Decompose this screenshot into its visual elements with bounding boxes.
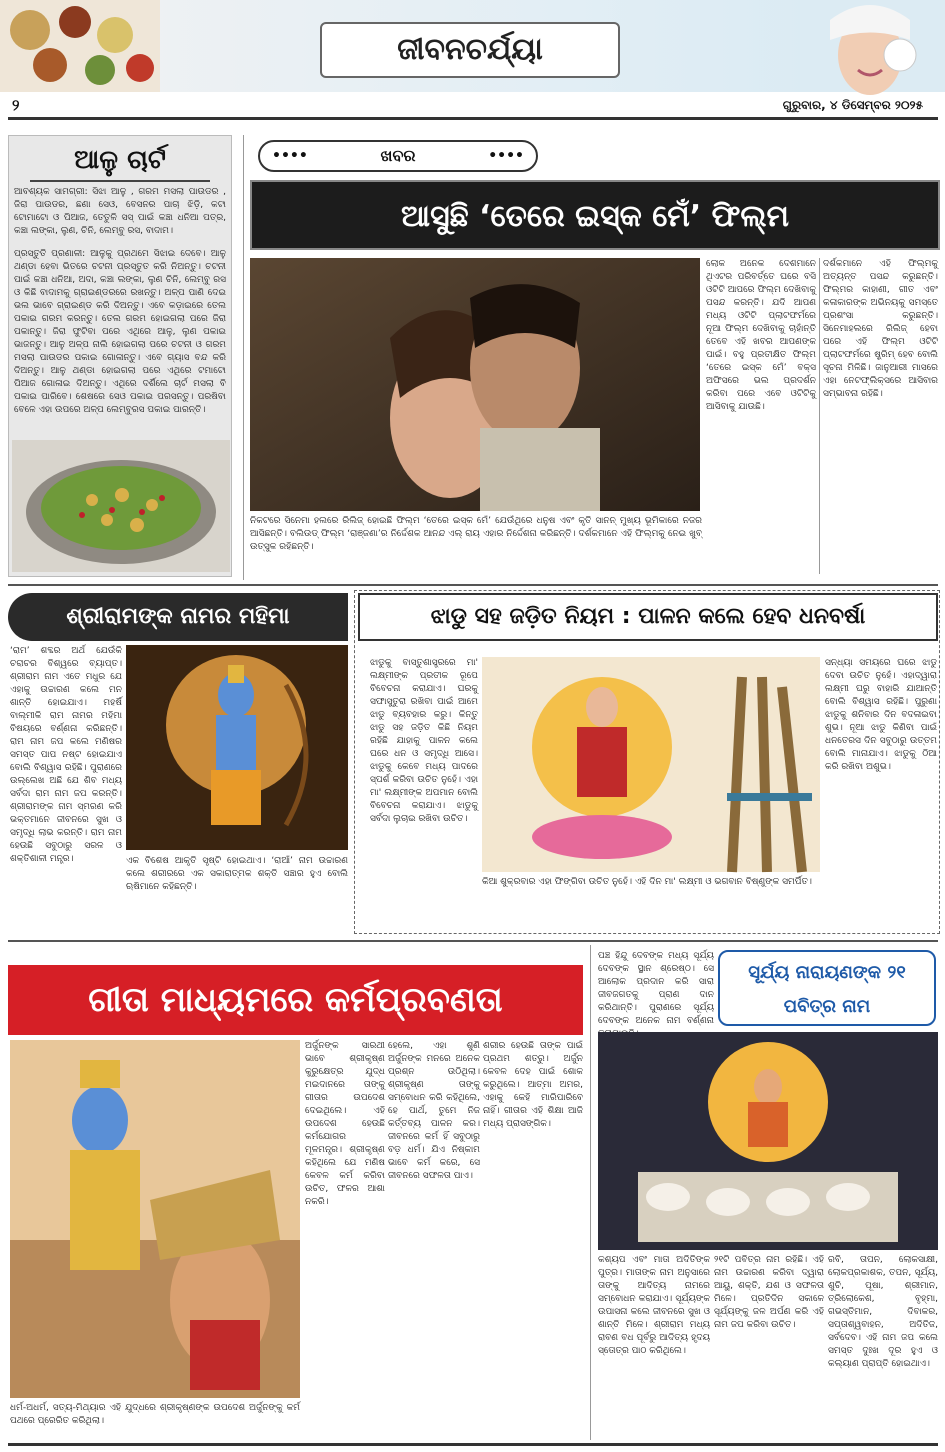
film-headline: ଆସୁଛି ‘ତେରେ ଇସ୍କ ମେଁ’ ଫିଲ୍ମ [250, 180, 940, 250]
gita-headline: ଗୀତା ମାଧ୍ୟମରେ କର୍ମପ୍ରବଣତା [8, 965, 583, 1035]
section-title: ଜୀବନଚର୍ଯ୍ୟା [320, 22, 620, 78]
surya-text-col2: ୨୧ଟି ପବିତ୍ର ନାମ ରହିଛି। ଏହି ନାମ ଉଚ୍ଚାରଣ କରିବା ଦ୍ୱାରା ଆୟୁ, ଶକ୍ତି, ଯଶ ଓ ସଫଳତା ମିଳେ। ପ୍ରତିଦିନ ସକାଳେ ସୂର୍ଯ୍ୟଙ୍କୁ ଜଳ ଅର୍ପଣ କରି ଏହି ନାମ ଜପ କରିବା ଉଚିତ। [714, 1255, 824, 1330]
broom-headline: ଝାଡୁ ସହ ଜଡ଼ିତ ନିୟମ : ପାଳନ କଲେ ହେବ ଧନବର୍ଷା [358, 593, 938, 641]
khabar-label: ଖବର [380, 146, 416, 165]
aloo-chaat-photo [12, 440, 230, 572]
footer-rule [8, 1443, 938, 1446]
broom-caption: କିଆ ଶୁକ୍ରବାର ଏହା ଫିଙ୍ଗିବା ଉଚିତ ନୁହେଁ। ଏହି ଦିନ ମା' ଲକ୍ଷ୍ମୀ ଓ ଭଗବାନ ବିଷ୍ଣୁଙ୍କ ସମର୍ପିତ। [482, 877, 812, 887]
lakshmi-broom-photo [482, 657, 820, 872]
gita-caption: ଧର୍ମ-ଅଧର୍ମ, ସତ୍ୟ-ମିଥ୍ୟାର ଏହି ଯୁଦ୍ଧରେ ଶ୍ରୀକୃଷ୍ଣଙ୍କ ଉପଦେଶ ଅର୍ଜୁନଙ୍କୁ କର୍ମ ପଥରେ ପ୍ରେରିତ କରିଥିଲା। [10, 1403, 300, 1426]
sriram-caption: ଏକ ବିଶେଷ ଆକୃତି ସୃଷ୍ଟି ହୋଇଥାଏ। ‘ରାଆଁ’ ନାମ ଉଚ୍ଚାରଣ କଲେ ଶରୀରରେ ଏକ ସକାରାତ୍ମକ ଶକ୍ତି ସଞ୍ଚାର ହୁଏ ବୋଲି ଋଷିମାନେ କହିଛନ୍ତି। [126, 856, 348, 892]
film-text-col2: ଦର୍ଶକମାନେ ଏହି ଫିଲ୍ମକୁ ଅତ୍ୟନ୍ତ ପସନ୍ଦ କରୁଛନ୍ତି। ଫିଲ୍ମର କାହାଣୀ, ଗୀତ ଏବଂ କଳାକାରଙ୍କ ଅଭିନୟକୁ ସମସ୍ତେ ପ୍ରଶଂସା କରୁଛନ୍ତି। ସିନେମାହଲରେ ରିଲିଜ୍ ହେବା ପରେ ଏହି ଫିଲ୍ମ ଓଟିଟି ପ୍ଲାଟଫର୍ମରେ ଷ୍ଟ୍ରିମ୍ ହେବ ବୋଲି ସୂଚନା ମିଳିଛି। ଜାନୁଆରୀ ମାସରେ ଏହା ନେଟଫ୍ଲିକ୍ସରେ ଆସିବାର ସମ୍ଭାବନା ରହିଛି। [823, 259, 938, 399]
header-rule [8, 117, 938, 120]
aloo-chaat-title: ଆଳୁ ଚାର୍ଟ [74, 145, 166, 175]
surya-text-col3: ରବି, ତାପନ, ଲୋକସାକ୍ଷୀ, ଲୋକପ୍ରକାଶକ, ତପନ, ସୂର୍ଯ୍ୟ, ଶୁଚି, ପୂଷା, ଶ୍ରୀମାନ, ତ୍ରିଲୋକେଶ, ବୃହ୍ମା, ଗଭସ୍ତିମାନ, ଦିବାକର, ସପ୍ତାଶ୍ୱବାହନ, ଅଦିତିଜ, ସର୍ବଦେବ। ଏହି ନାମ ଜପ କଲେ ସମସ୍ତ ଦୁଃଖ ଦୂର ହୁଏ ଓ କଲ୍ୟାଣ ପ୍ରାପ୍ତି ହୋଇଥାଏ। [828, 1255, 938, 1369]
broom-text-col2: ସନ୍ଧ୍ୟା ସମୟରେ ଘରେ ଝାଡୁ ଦେବା ଉଚିତ ନୁହେଁ। ଏହାଦ୍ୱାରା ଲକ୍ଷ୍ମୀ ଘରୁ ବାହାରି ଯାଆନ୍ତି ବୋଲି ବିଶ୍ୱାସ ରହିଛି। ପୁରୁଣା ଝାଡୁକୁ ଶନିବାର ଦିନ ବଦଳାଇବା ଶୁଭ। ନୂଆ ଝାଡୁ କିଣିବା ପାଇଁ ଧନତେରସ ଦିନ ସବୁଠାରୁ ଉତ୍ତମ ବୋଲି ମାନାଯାଏ। ଝାଡୁକୁ ଠିଆ କରି ରଖିବା ଅଶୁଭ। [825, 658, 937, 772]
section-divider [8, 940, 938, 942]
surya-chariot-photo [598, 1032, 938, 1250]
gita-text-col2: ହେଲେ, ଏହା ଶୁଣି ଅର୍ଜୁନଙ୍କ ମନରେ ଅନେକ ପ୍ରଶ୍ନ ଉଠିଥିଲା। ଶ୍ରୀକୃଷ୍ଣ ତାଙ୍କୁ ସମ୍ବୋଧନ କରି କହିଥିଲେ, ହେ ପାର୍ଥ, ତୁମେ ନିଜ କର୍ତ୍ତବ୍ୟ ପାଳନ କର। ଜୀବନରେ କର୍ମ ହିଁ ସବୁଠାରୁ ବଡ଼ ଧର୍ମ। ଯିଏ ନିଷ୍କାମ ଭାବେ କର୍ମ କରେ, ସେ ଜୀବନରେ ସଫଳତା ପାଏ। [388, 1041, 480, 1181]
edition-date: ଗୁରୁବାର, ୪ ଡିସେମ୍ବର ୨୦୨୫ [782, 98, 923, 112]
dotted-ornament-icon: •••• [488, 148, 524, 164]
aloo-title-underline [30, 180, 210, 182]
aloo-ingredients: ଆବଶ୍ୟକ ସାମଗ୍ରୀ: ସିଝା ଆଳୁ , ଗରମ ମସଲା ପାଉଡର , ଜିରା ପାଉଡର, ଛଣା ସେଓ, ବେସନର ପାଚା ଝିଡ଼ି, କଟା ଟୋମାଟୋ ଓ ପିଆଜ, ତେତୁଳି ସସ୍ ପାଇଁ କଞ୍ଚା ଧନିଆ ପତ୍ର, କଞ୍ଚା ଲଙ୍କା, ଲୁଣ, ଚିନି, ଲେମ୍ବୁ ରସ, ବାଦାମ। [14, 187, 226, 236]
krishna-arjuna-photo [10, 1040, 300, 1398]
aloo-method: ପ୍ରସ୍ତୁତି ପ୍ରଣାଳୀ: ଆଳୁକୁ ପ୍ରଥମେ ସିଝାଇ ଦେବେ। ଆଳୁ ଥଣ୍ଡା ହେବା ଭିତରେ ଚଟନୀ ପ୍ରସ୍ତୁତ କରି ନିଅନ୍ତୁ। ଚଟନୀ ପାଇଁ କଞ୍ଚା ଧନିଆ, ଅଦା, କଞ୍ଚା ଲଙ୍କା, ଲୁଣ ଚିନି, ଲେମ୍ବୁ ରସ ଓ କିଛି ବାଦାମକୁ ଗ୍ରାଇଣ୍ଡରରେ ରଖନ୍ତୁ। ଅଳ୍ପ ପାଣି ଦେଇ ଭଲ ଭାବେ ଗ୍ରାଇଣ୍ଡ କରି ଦିଅନ୍ତୁ। ଏବେ କଡ଼ାଇରେ ତେଲ ପକାଇ ଗରମ କରନ୍ତୁ। ତେଲ ଗରମ ହୋଇଗଲା ପରେ ଜିରା ପକାନ୍ତୁ। ଜିରା ଫୁଟିବା ପରେ ଏଥିରେ ଆଳୁ, ଲୁଣ ପକାଇ ଭାଜନ୍ତୁ। ଆଳୁ ଅଳ୍ପ ନାଲି ହୋଇଗଲା ପରେ ଚଟନୀ ଓ ଗରମ ମସଲା ପାଉଡର ପକାଇ ଗୋଳାନ୍ତୁ। ଏବେ ଗ୍ୟାସ ବନ୍ଦ କରି ଦିଅନ୍ତୁ। ଆଳୁ ଥଣ୍ଡା ହୋଇଗଲା ପରେ ଏଥିରେ ଟମାଟୋ ପିଆଜ ଗୋଳାଇ ଦିଅନ୍ତୁ। ଏଥିରେ ଦର୍ଶିଲେ ଚାର୍ଟ ମସଲା ବି ପକାଇ ପାରିବେ। ଶେଷରେ ସେଓ ପକାଇ ପରସନ୍ତୁ। ପରଷିବା ବେଳେ ଏହା ଉପରେ ଅଳ୍ପ ଲେମ୍ବୁରସ ପକାଇ ପାରନ୍ତି। [14, 249, 226, 415]
spices-photo [0, 0, 160, 92]
sriram-body: ‘ରାମ’ ଶବ୍ଦର ଅର୍ଥ ଯେଉଁକି ଚରାଚର ବିଶ୍ୱରେ ବ୍ୟାପ୍ତ। ଶ୍ରୀରାମ ନାମ ଏତେ ମଧୁର ଯେ ଏହାକୁ ଉଚ୍ଚାରଣ କଲେ ମନ ଶାନ୍ତି ହୋଇଯାଏ। ମହର୍ଷି ବାଲ୍ମୀକି ରାମ ନାମର ମହିମା ବିଷୟରେ ବର୍ଣ୍ଣନା କରିଛନ୍ତି। ରାମ ନାମ ଜପ କଲେ ମଣିଷର ସମସ୍ତ ପାପ ନଷ୍ଟ ହୋଇଯାଏ ବୋଲି ବିଶ୍ୱାସ ରହିଛି। ପୁରାଣରେ ଉଲ୍ଲେଖ ଅଛି ଯେ ଶିବ ମଧ୍ୟ ସର୍ବଦା ରାମ ନାମ ଜପ କରନ୍ତି। ଶ୍ରୀରାମଙ୍କ ନାମ ସ୍ମରଣ କରି ଭକ୍ତମାନେ ଜୀବନରେ ସୁଖ ଓ ସମୃଦ୍ଧି ଲାଭ କରନ୍ତି। ରାମ ନାମ ହେଉଛି ସବୁଠାରୁ ସରଳ ଓ ଶକ୍ତିଶାଳୀ ମନ୍ତ୍ର। [10, 646, 122, 864]
surya-headline: ସୂର୍ଯ୍ୟ ନାରାୟଣଙ୍କ ୨୧ ପବିତ୍ର ନାମ [718, 950, 936, 1026]
page-number: ୨ [12, 96, 20, 114]
gita-text-col1: ଅର୍ଜୁନଙ୍କ ସାରଥୀ ଭାବେ ଶ୍ରୀକୃଷ୍ଣ କୁରୁକ୍ଷେତ୍ର ଯୁଦ୍ଧ ମଇଦାନରେ ତାଙ୍କୁ ଗୀତାର ଉପଦେଶ ଦେଇଥିଲେ। ଏହି ଉପଦେଶ ହେଉଛି କର୍ମଯୋଗର ମୂଳମନ୍ତ୍ର। ଶ୍ରୀକୃଷ୍ଣ କହିଥିଲେ ଯେ ମଣିଷ କେବଳ କର୍ମ କରିବା ଉଚିତ, ଫଳର ଆଶା ନକରି। [305, 1041, 385, 1207]
column-divider [590, 945, 591, 1440]
surya-intro: ପଞ୍ଚ ହିନ୍ଦୁ ଦେବଙ୍କ ମଧ୍ୟ ସୂର୍ଯ୍ୟ ଦେବଙ୍କ ସ୍ଥାନ ଶ୍ରେଷ୍ଠ। ସେ ଆଲୋକ ପ୍ରଦାନ କରି ସାରା ଜୀବଜଗତକୁ ପ୍ରାଣ ଦାନ କରିଥାନ୍ତି। ପୁରାଣରେ ସୂର୍ଯ୍ୟ ଦେବଙ୍କ ଅନେକ ନାମ ବର୍ଣ୍ଣନା [598, 951, 714, 1026]
lord-rama-photo [126, 645, 348, 850]
film-still-photo [250, 258, 700, 511]
broom-text-col1: ଝାଡୁକୁ ବାସ୍ତୁଶାସ୍ତ୍ରରେ ମା' ଲକ୍ଷ୍ମୀଙ୍କ ପ୍ରତୀକ ରୂପେ ବିବେଚନା କରାଯାଏ। ଘରକୁ ସଫାସୁତୁରା ରଖିବା ପାଇଁ ଆମେ ଝାଡୁ ବ୍ୟବହାର କରୁ। କିନ୍ତୁ ଝାଡୁ ସହ ଜଡ଼ିତ କିଛି ନିୟମ ରହିଛି ଯାହାକୁ ପାଳନ କଲେ ଘରେ ଧନ ଓ ସମୃଦ୍ଧି ଆସେ। ଝାଡୁକୁ କେବେ ମଧ୍ୟ ପାଦରେ ସ୍ପର୍ଶ କରିବା ଉଚିତ ନୁହେଁ। ଏହା ମା' ଲକ୍ଷ୍ମୀଙ୍କ ଅପମାନ ବୋଲି ବିବେଚନା କରାଯାଏ। ଝାଡୁକୁ ସର୍ବଦା ଲୁଚାଇ ରଖିବା ଉଚିତ। [370, 658, 478, 824]
sriram-headline: ଶ୍ରୀରାମଙ୍କ ନାମର ମହିମା [8, 593, 348, 641]
column-divider [243, 135, 244, 580]
film-text-col1: ଲୋକ ଅନେକ ଦେଶମାନେ ଥିଏଟର ପରିବର୍ତ୍ତେ ଘରେ ବସି ଓଟିଟି ଆପରେ ଫିଲ୍ମ ଦେଖିବାକୁ ପସନ୍ଦ କରନ୍ତି। ଯଦି ଆପଣ ମଧ୍ୟ ଓଟିଟି ପ୍ଲାଟଫର୍ମରେ ନୂଆ ଫିଲ୍ମ ଦେଖିବାକୁ ଚାହାଁନ୍ତି ତେବେ ଏହି ଖବର ଆପଣଙ୍କ ପାଇଁ। ବହୁ ପ୍ରତୀକ୍ଷିତ ଫିଲ୍ମ ‘ତେରେ ଇସ୍କ ମେଁ’ ବକ୍ସ ଅଫିସରେ ଭଲ ପ୍ରଦର୍ଶନ କରିବା ପରେ ଏବେ ଓଟିଟିକୁ ଆସିବାକୁ ଯାଉଛି। [706, 259, 816, 412]
khabar-tag [258, 140, 538, 172]
surya-text-col1: କଶ୍ୟପ ଏବଂ ମାତା ଅଦିତିଙ୍କ ପୁତ୍ର। ମାତାଙ୍କ ନାମ ଅନୁସାରେ ତାଙ୍କୁ ଆଦିତ୍ୟ ନାମରେ ସମ୍ବୋଧନ କରାଯାଏ। ସୂର୍ଯ୍ୟଙ୍କ ଉପାସନା କଲେ ଜୀବନରେ ସୁଖ ଓ ଶାନ୍ତି ମିଳେ। ଶ୍ରୀରାମ ମଧ୍ୟ ରାବଣ ବଧ ପୂର୍ବରୁ ଆଦିତ୍ୟ ହୃଦୟ ସ୍ତୋତ୍ର ପାଠ କରିଥିଲେ। [598, 1255, 710, 1356]
section-divider [8, 584, 938, 586]
film-caption-row: ନିକଟରେ ସିନେମା ହଲରେ ରିଲିଜ୍ ହୋଇଛି ଫିଲ୍ମ ‘ତେରେ ଇସ୍କ ମେଁ’ ଯେଉଁଥିରେ ଧନୁଷ ଏବଂ କୃତି ସାନନ୍ ମୁଖ୍ୟ ଭୂମିକାରେ ନଜର ଆସିଛନ୍ତି। ବଲିଉଡ୍ ଫିଲ୍ମ ‘ରାଞ୍ଜଣା’ର ନିର୍ଦ୍ଦେଶକ ଆନନ୍ଦ ଏଲ୍ ରାୟ ଏହାର ନିର୍ଦ୍ଦେଶନା କରିଛନ୍ତି। ଦର୍ଶକମାନେ ଏହି ଫିଲ୍ମକୁ ନେଇ ଖୁବ୍ ଉତ୍ସୁକ ରହିଛନ୍ତି। [250, 516, 702, 552]
column-divider [819, 258, 820, 574]
dotted-ornament-icon: •••• [272, 148, 308, 164]
woman-skincare-photo [800, 0, 945, 92]
gita-text-col3: ଶରୀର ହେଉଛି ତାଙ୍କ ପାଇଁ ପ୍ରଥମ ଶତ୍ରୁ। ଅର୍ଜୁନ କେବଳ ଦେହ ପାଇଁ ଶୋକ କରୁଥିଲେ। ଆତ୍ମା ଅମର, ଏହାକୁ କେହି ମାରିପାରିବେ ନାହିଁ। ଗୀତାର ଏହି ଶିକ୍ଷା ଆଜି ମଧ୍ୟ ପ୍ରାସଙ୍ଗିକ। [483, 1041, 583, 1129]
